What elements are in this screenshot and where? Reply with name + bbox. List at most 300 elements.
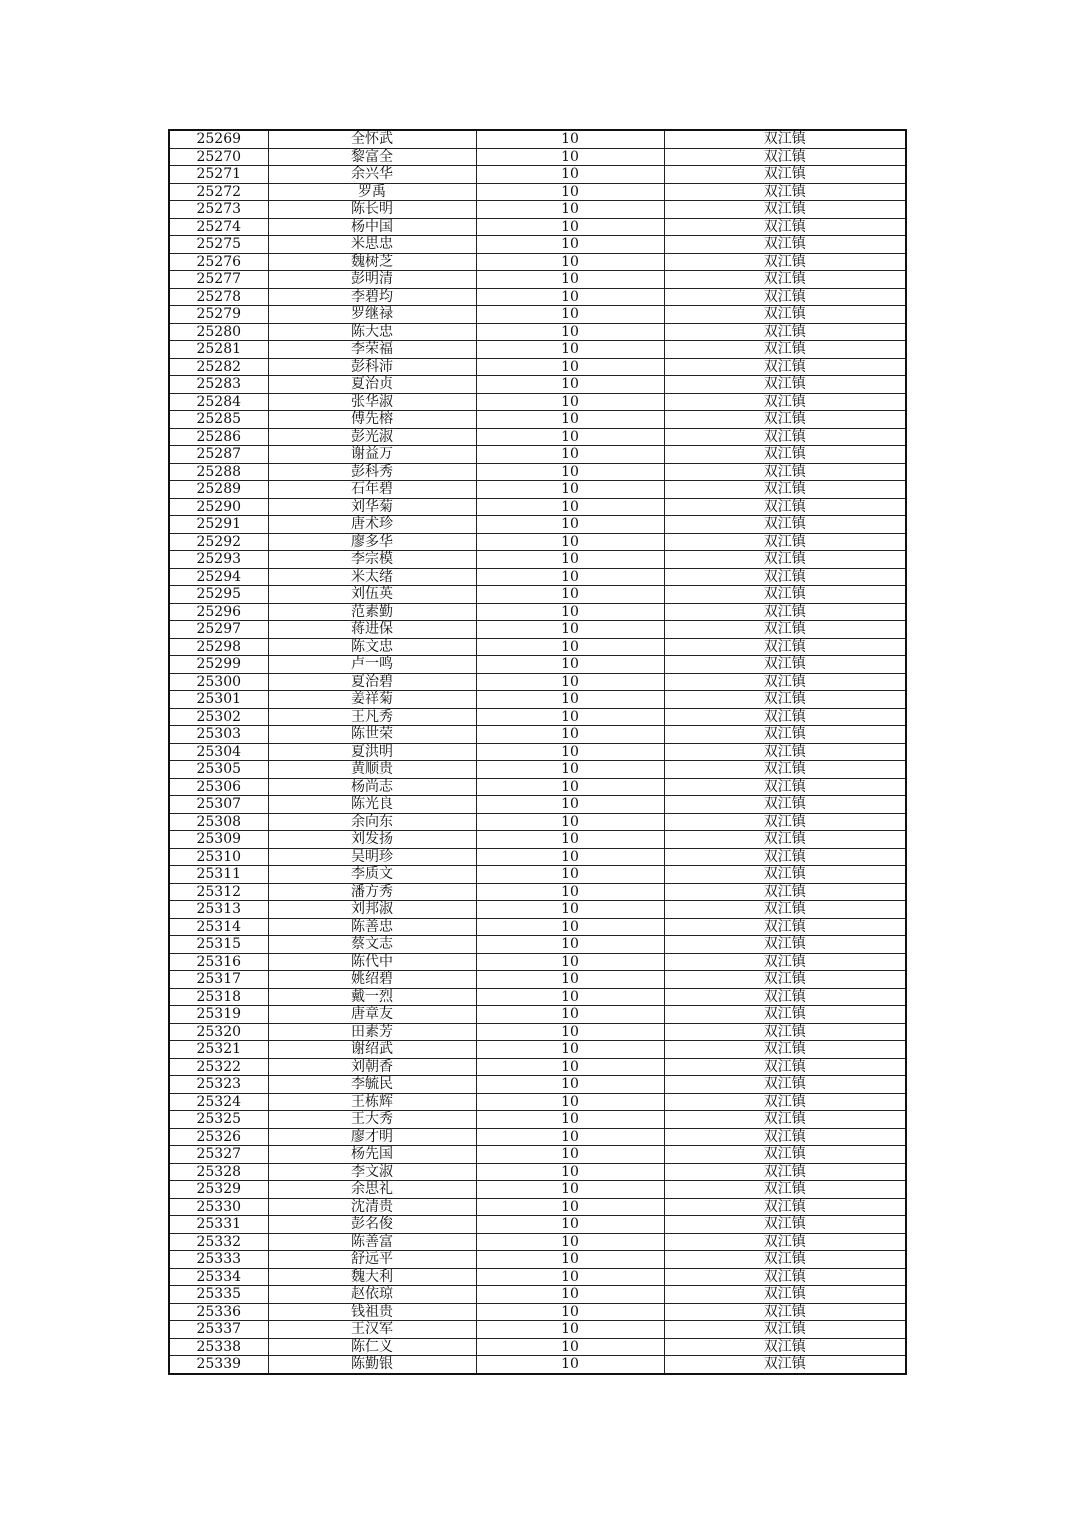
id-cell: 25274 bbox=[169, 218, 268, 236]
town-cell: 双江镇 bbox=[664, 656, 906, 674]
town-cell: 双江镇 bbox=[664, 1146, 906, 1164]
town-cell: 双江镇 bbox=[664, 166, 906, 184]
amount-cell: 10 bbox=[476, 1198, 664, 1216]
table-row bbox=[169, 306, 906, 324]
town-cell: 双江镇 bbox=[664, 673, 906, 691]
town-cell: 双江镇 bbox=[664, 901, 906, 919]
table-row bbox=[169, 1181, 906, 1199]
town-cell: 双江镇 bbox=[664, 236, 906, 254]
table-row bbox=[169, 778, 906, 796]
table-row bbox=[169, 1163, 906, 1181]
amount-cell: 10 bbox=[476, 551, 664, 569]
name-cell: 钱祖贵 bbox=[268, 1303, 476, 1321]
amount-cell: 10 bbox=[476, 1303, 664, 1321]
town-cell: 双江镇 bbox=[664, 726, 906, 744]
roster-table bbox=[168, 129, 907, 1375]
table-row bbox=[169, 1356, 906, 1374]
town-cell: 双江镇 bbox=[664, 306, 906, 324]
table-row bbox=[169, 708, 906, 726]
amount-cell: 10 bbox=[476, 446, 664, 464]
id-cell: 25330 bbox=[169, 1198, 268, 1216]
table-row bbox=[169, 603, 906, 621]
town-cell: 双江镇 bbox=[664, 376, 906, 394]
name-cell: 王栋辉 bbox=[268, 1093, 476, 1111]
amount-cell: 10 bbox=[476, 148, 664, 166]
name-cell: 傅先榕 bbox=[268, 411, 476, 429]
table-row bbox=[169, 533, 906, 551]
name-cell: 刘伍英 bbox=[268, 586, 476, 604]
id-cell: 25282 bbox=[169, 358, 268, 376]
town-cell: 双江镇 bbox=[664, 866, 906, 884]
id-cell: 25283 bbox=[169, 376, 268, 394]
town-cell: 双江镇 bbox=[664, 393, 906, 411]
amount-cell: 10 bbox=[476, 673, 664, 691]
name-cell: 沈清贵 bbox=[268, 1198, 476, 1216]
table-row bbox=[169, 656, 906, 674]
table-row bbox=[169, 1338, 906, 1356]
town-cell: 双江镇 bbox=[664, 1023, 906, 1041]
id-cell: 25302 bbox=[169, 708, 268, 726]
town-cell: 双江镇 bbox=[664, 1076, 906, 1094]
table-row bbox=[169, 743, 906, 761]
table-row bbox=[169, 726, 906, 744]
table-row bbox=[169, 166, 906, 184]
amount-cell: 10 bbox=[476, 463, 664, 481]
id-cell: 25271 bbox=[169, 166, 268, 184]
id-cell: 25277 bbox=[169, 271, 268, 289]
town-cell: 双江镇 bbox=[664, 1041, 906, 1059]
amount-cell: 10 bbox=[476, 1163, 664, 1181]
id-cell: 25286 bbox=[169, 428, 268, 446]
town-cell: 双江镇 bbox=[664, 271, 906, 289]
town-cell: 双江镇 bbox=[664, 778, 906, 796]
id-cell: 25280 bbox=[169, 323, 268, 341]
id-cell: 25318 bbox=[169, 988, 268, 1006]
name-cell: 刘邦淑 bbox=[268, 901, 476, 919]
name-cell: 陈勤银 bbox=[268, 1356, 476, 1374]
name-cell: 廖多华 bbox=[268, 533, 476, 551]
id-cell: 25314 bbox=[169, 918, 268, 936]
name-cell: 夏洪明 bbox=[268, 743, 476, 761]
amount-cell: 10 bbox=[476, 1093, 664, 1111]
town-cell: 双江镇 bbox=[664, 1058, 906, 1076]
id-cell: 25281 bbox=[169, 341, 268, 359]
table-row bbox=[169, 428, 906, 446]
name-cell: 蔡文志 bbox=[268, 936, 476, 954]
name-cell: 陈代中 bbox=[268, 953, 476, 971]
table-row bbox=[169, 341, 906, 359]
id-cell: 25289 bbox=[169, 481, 268, 499]
table-row bbox=[169, 551, 906, 569]
town-cell: 双江镇 bbox=[664, 411, 906, 429]
name-cell: 谢益万 bbox=[268, 446, 476, 464]
id-cell: 25275 bbox=[169, 236, 268, 254]
table-row bbox=[169, 796, 906, 814]
town-cell: 双江镇 bbox=[664, 533, 906, 551]
amount-cell: 10 bbox=[476, 761, 664, 779]
name-cell: 张华淑 bbox=[268, 393, 476, 411]
name-cell: 陈光良 bbox=[268, 796, 476, 814]
id-cell: 25327 bbox=[169, 1146, 268, 1164]
id-cell: 25312 bbox=[169, 883, 268, 901]
id-cell: 25291 bbox=[169, 516, 268, 534]
id-cell: 25278 bbox=[169, 288, 268, 306]
id-cell: 25321 bbox=[169, 1041, 268, 1059]
amount-cell: 10 bbox=[476, 166, 664, 184]
id-cell: 25329 bbox=[169, 1181, 268, 1199]
table-row bbox=[169, 323, 906, 341]
table-row bbox=[169, 481, 906, 499]
table-row bbox=[169, 918, 906, 936]
name-cell: 彭科沛 bbox=[268, 358, 476, 376]
amount-cell: 10 bbox=[476, 936, 664, 954]
town-cell: 双江镇 bbox=[664, 1198, 906, 1216]
town-cell: 双江镇 bbox=[664, 1181, 906, 1199]
table-row bbox=[169, 691, 906, 709]
table-row bbox=[169, 1268, 906, 1286]
town-cell: 双江镇 bbox=[664, 988, 906, 1006]
id-cell: 25332 bbox=[169, 1233, 268, 1251]
id-cell: 25292 bbox=[169, 533, 268, 551]
amount-cell: 10 bbox=[476, 1233, 664, 1251]
name-cell: 王汉军 bbox=[268, 1321, 476, 1339]
id-cell: 25331 bbox=[169, 1216, 268, 1234]
name-cell: 李毓民 bbox=[268, 1076, 476, 1094]
name-cell: 余向东 bbox=[268, 813, 476, 831]
amount-cell: 10 bbox=[476, 533, 664, 551]
table-row bbox=[169, 130, 906, 148]
amount-cell: 10 bbox=[476, 778, 664, 796]
table-row bbox=[169, 1023, 906, 1041]
table-row bbox=[169, 1058, 906, 1076]
name-cell: 杨尚志 bbox=[268, 778, 476, 796]
name-cell: 罗禹 bbox=[268, 183, 476, 201]
id-cell: 25337 bbox=[169, 1321, 268, 1339]
amount-cell: 10 bbox=[476, 306, 664, 324]
id-cell: 25276 bbox=[169, 253, 268, 271]
town-cell: 双江镇 bbox=[664, 1128, 906, 1146]
amount-cell: 10 bbox=[476, 341, 664, 359]
table-row bbox=[169, 883, 906, 901]
id-cell: 25307 bbox=[169, 796, 268, 814]
id-cell: 25339 bbox=[169, 1356, 268, 1374]
name-cell: 黄顺贵 bbox=[268, 761, 476, 779]
name-cell: 姜祥菊 bbox=[268, 691, 476, 709]
amount-cell: 10 bbox=[476, 743, 664, 761]
id-cell: 25270 bbox=[169, 148, 268, 166]
town-cell: 双江镇 bbox=[664, 1286, 906, 1304]
town-cell: 双江镇 bbox=[664, 1356, 906, 1374]
town-cell: 双江镇 bbox=[664, 1251, 906, 1269]
id-cell: 25309 bbox=[169, 831, 268, 849]
town-cell: 双江镇 bbox=[664, 253, 906, 271]
id-cell: 25279 bbox=[169, 306, 268, 324]
id-cell: 25296 bbox=[169, 603, 268, 621]
roster-table-body bbox=[169, 130, 906, 1374]
amount-cell: 10 bbox=[476, 813, 664, 831]
table-row bbox=[169, 236, 906, 254]
table-row bbox=[169, 218, 906, 236]
town-cell: 双江镇 bbox=[664, 953, 906, 971]
amount-cell: 10 bbox=[476, 1076, 664, 1094]
table-row bbox=[169, 253, 906, 271]
name-cell: 刘华菊 bbox=[268, 498, 476, 516]
amount-cell: 10 bbox=[476, 1181, 664, 1199]
id-cell: 25288 bbox=[169, 463, 268, 481]
name-cell: 陈长明 bbox=[268, 201, 476, 219]
amount-cell: 10 bbox=[476, 1268, 664, 1286]
table-row bbox=[169, 1321, 906, 1339]
town-cell: 双江镇 bbox=[664, 481, 906, 499]
name-cell: 陈仁义 bbox=[268, 1338, 476, 1356]
town-cell: 双江镇 bbox=[664, 743, 906, 761]
id-cell: 25287 bbox=[169, 446, 268, 464]
table-row bbox=[169, 638, 906, 656]
town-cell: 双江镇 bbox=[664, 918, 906, 936]
amount-cell: 10 bbox=[476, 1111, 664, 1129]
town-cell: 双江镇 bbox=[664, 1216, 906, 1234]
town-cell: 双江镇 bbox=[664, 761, 906, 779]
town-cell: 双江镇 bbox=[664, 1006, 906, 1024]
town-cell: 双江镇 bbox=[664, 516, 906, 534]
id-cell: 25305 bbox=[169, 761, 268, 779]
amount-cell: 10 bbox=[476, 358, 664, 376]
town-cell: 双江镇 bbox=[664, 288, 906, 306]
table-row bbox=[169, 1286, 906, 1304]
town-cell: 双江镇 bbox=[664, 446, 906, 464]
name-cell: 彭科秀 bbox=[268, 463, 476, 481]
name-cell: 米思忠 bbox=[268, 236, 476, 254]
table-row bbox=[169, 1041, 906, 1059]
name-cell: 杨中国 bbox=[268, 218, 476, 236]
id-cell: 25308 bbox=[169, 813, 268, 831]
table-row bbox=[169, 831, 906, 849]
town-cell: 双江镇 bbox=[664, 971, 906, 989]
amount-cell: 10 bbox=[476, 621, 664, 639]
name-cell: 李质文 bbox=[268, 866, 476, 884]
id-cell: 25313 bbox=[169, 901, 268, 919]
name-cell: 彭明清 bbox=[268, 271, 476, 289]
table-row bbox=[169, 586, 906, 604]
name-cell: 夏治碧 bbox=[268, 673, 476, 691]
amount-cell: 10 bbox=[476, 918, 664, 936]
amount-cell: 10 bbox=[476, 988, 664, 1006]
town-cell: 双江镇 bbox=[664, 498, 906, 516]
town-cell: 双江镇 bbox=[664, 1338, 906, 1356]
id-cell: 25328 bbox=[169, 1163, 268, 1181]
name-cell: 范素勤 bbox=[268, 603, 476, 621]
name-cell: 刘发扬 bbox=[268, 831, 476, 849]
amount-cell: 10 bbox=[476, 1041, 664, 1059]
table-row bbox=[169, 1198, 906, 1216]
table-row bbox=[169, 988, 906, 1006]
town-cell: 双江镇 bbox=[664, 1111, 906, 1129]
amount-cell: 10 bbox=[476, 130, 664, 148]
table-row bbox=[169, 953, 906, 971]
town-cell: 双江镇 bbox=[664, 551, 906, 569]
table-row bbox=[169, 446, 906, 464]
town-cell: 双江镇 bbox=[664, 463, 906, 481]
town-cell: 双江镇 bbox=[664, 1321, 906, 1339]
name-cell: 李文淑 bbox=[268, 1163, 476, 1181]
id-cell: 25299 bbox=[169, 656, 268, 674]
name-cell: 夏治贞 bbox=[268, 376, 476, 394]
amount-cell: 10 bbox=[476, 218, 664, 236]
name-cell: 谢绍武 bbox=[268, 1041, 476, 1059]
amount-cell: 10 bbox=[476, 1286, 664, 1304]
amount-cell: 10 bbox=[476, 236, 664, 254]
town-cell: 双江镇 bbox=[664, 1163, 906, 1181]
amount-cell: 10 bbox=[476, 656, 664, 674]
town-cell: 双江镇 bbox=[664, 218, 906, 236]
town-cell: 双江镇 bbox=[664, 813, 906, 831]
name-cell: 蒋进保 bbox=[268, 621, 476, 639]
amount-cell: 10 bbox=[476, 586, 664, 604]
name-cell: 戴一烈 bbox=[268, 988, 476, 1006]
id-cell: 25320 bbox=[169, 1023, 268, 1041]
table-row bbox=[169, 1093, 906, 1111]
town-cell: 双江镇 bbox=[664, 708, 906, 726]
name-cell: 潘方秀 bbox=[268, 883, 476, 901]
table-row bbox=[169, 1216, 906, 1234]
amount-cell: 10 bbox=[476, 953, 664, 971]
name-cell: 罗继禄 bbox=[268, 306, 476, 324]
id-cell: 25336 bbox=[169, 1303, 268, 1321]
id-cell: 25298 bbox=[169, 638, 268, 656]
table-row bbox=[169, 1128, 906, 1146]
table-row bbox=[169, 1111, 906, 1129]
id-cell: 25311 bbox=[169, 866, 268, 884]
id-cell: 25325 bbox=[169, 1111, 268, 1129]
id-cell: 25273 bbox=[169, 201, 268, 219]
name-cell: 姚绍碧 bbox=[268, 971, 476, 989]
amount-cell: 10 bbox=[476, 1006, 664, 1024]
table-row bbox=[169, 971, 906, 989]
amount-cell: 10 bbox=[476, 376, 664, 394]
id-cell: 25333 bbox=[169, 1251, 268, 1269]
town-cell: 双江镇 bbox=[664, 341, 906, 359]
table-row bbox=[169, 813, 906, 831]
name-cell: 赵依琼 bbox=[268, 1286, 476, 1304]
name-cell: 李碧均 bbox=[268, 288, 476, 306]
table-row bbox=[169, 393, 906, 411]
town-cell: 双江镇 bbox=[664, 603, 906, 621]
name-cell: 黎富全 bbox=[268, 148, 476, 166]
town-cell: 双江镇 bbox=[664, 323, 906, 341]
amount-cell: 10 bbox=[476, 1338, 664, 1356]
name-cell: 魏树芝 bbox=[268, 253, 476, 271]
table-row bbox=[169, 1076, 906, 1094]
table-row bbox=[169, 1233, 906, 1251]
table-row bbox=[169, 183, 906, 201]
table-row bbox=[169, 621, 906, 639]
name-cell: 舒远平 bbox=[268, 1251, 476, 1269]
id-cell: 25323 bbox=[169, 1076, 268, 1094]
name-cell: 田素芳 bbox=[268, 1023, 476, 1041]
amount-cell: 10 bbox=[476, 848, 664, 866]
name-cell: 陈善富 bbox=[268, 1233, 476, 1251]
id-cell: 25284 bbox=[169, 393, 268, 411]
name-cell: 唐章友 bbox=[268, 1006, 476, 1024]
table-row bbox=[169, 568, 906, 586]
id-cell: 25293 bbox=[169, 551, 268, 569]
name-cell: 余思礼 bbox=[268, 1181, 476, 1199]
table-row bbox=[169, 201, 906, 219]
table-row bbox=[169, 498, 906, 516]
id-cell: 25303 bbox=[169, 726, 268, 744]
table-row bbox=[169, 376, 906, 394]
town-cell: 双江镇 bbox=[664, 148, 906, 166]
table-row bbox=[169, 866, 906, 884]
table-row bbox=[169, 288, 906, 306]
id-cell: 25304 bbox=[169, 743, 268, 761]
name-cell: 彭光淑 bbox=[268, 428, 476, 446]
id-cell: 25297 bbox=[169, 621, 268, 639]
id-cell: 25315 bbox=[169, 936, 268, 954]
table-row bbox=[169, 358, 906, 376]
name-cell: 石年碧 bbox=[268, 481, 476, 499]
id-cell: 25338 bbox=[169, 1338, 268, 1356]
name-cell: 李宗模 bbox=[268, 551, 476, 569]
amount-cell: 10 bbox=[476, 568, 664, 586]
town-cell: 双江镇 bbox=[664, 183, 906, 201]
name-cell: 米太绪 bbox=[268, 568, 476, 586]
id-cell: 25295 bbox=[169, 586, 268, 604]
amount-cell: 10 bbox=[476, 638, 664, 656]
name-cell: 唐术珍 bbox=[268, 516, 476, 534]
amount-cell: 10 bbox=[476, 1356, 664, 1374]
town-cell: 双江镇 bbox=[664, 848, 906, 866]
town-cell: 双江镇 bbox=[664, 586, 906, 604]
town-cell: 双江镇 bbox=[664, 621, 906, 639]
town-cell: 双江镇 bbox=[664, 201, 906, 219]
amount-cell: 10 bbox=[476, 393, 664, 411]
table-row bbox=[169, 673, 906, 691]
table-row bbox=[169, 463, 906, 481]
name-cell: 陈世荣 bbox=[268, 726, 476, 744]
amount-cell: 10 bbox=[476, 271, 664, 289]
id-cell: 25269 bbox=[169, 130, 268, 148]
table-row bbox=[169, 936, 906, 954]
table-row bbox=[169, 1006, 906, 1024]
id-cell: 25317 bbox=[169, 971, 268, 989]
amount-cell: 10 bbox=[476, 708, 664, 726]
name-cell: 王大秀 bbox=[268, 1111, 476, 1129]
amount-cell: 10 bbox=[476, 411, 664, 429]
name-cell: 廖才明 bbox=[268, 1128, 476, 1146]
town-cell: 双江镇 bbox=[664, 831, 906, 849]
town-cell: 双江镇 bbox=[664, 1233, 906, 1251]
amount-cell: 10 bbox=[476, 428, 664, 446]
amount-cell: 10 bbox=[476, 691, 664, 709]
table-row bbox=[169, 271, 906, 289]
town-cell: 双江镇 bbox=[664, 568, 906, 586]
id-cell: 25334 bbox=[169, 1268, 268, 1286]
table-row bbox=[169, 1146, 906, 1164]
town-cell: 双江镇 bbox=[664, 936, 906, 954]
table-row bbox=[169, 848, 906, 866]
id-cell: 25285 bbox=[169, 411, 268, 429]
name-cell: 余兴华 bbox=[268, 166, 476, 184]
id-cell: 25316 bbox=[169, 953, 268, 971]
name-cell: 全怀武 bbox=[268, 130, 476, 148]
id-cell: 25326 bbox=[169, 1128, 268, 1146]
id-cell: 25322 bbox=[169, 1058, 268, 1076]
id-cell: 25319 bbox=[169, 1006, 268, 1024]
town-cell: 双江镇 bbox=[664, 428, 906, 446]
amount-cell: 10 bbox=[476, 288, 664, 306]
id-cell: 25324 bbox=[169, 1093, 268, 1111]
